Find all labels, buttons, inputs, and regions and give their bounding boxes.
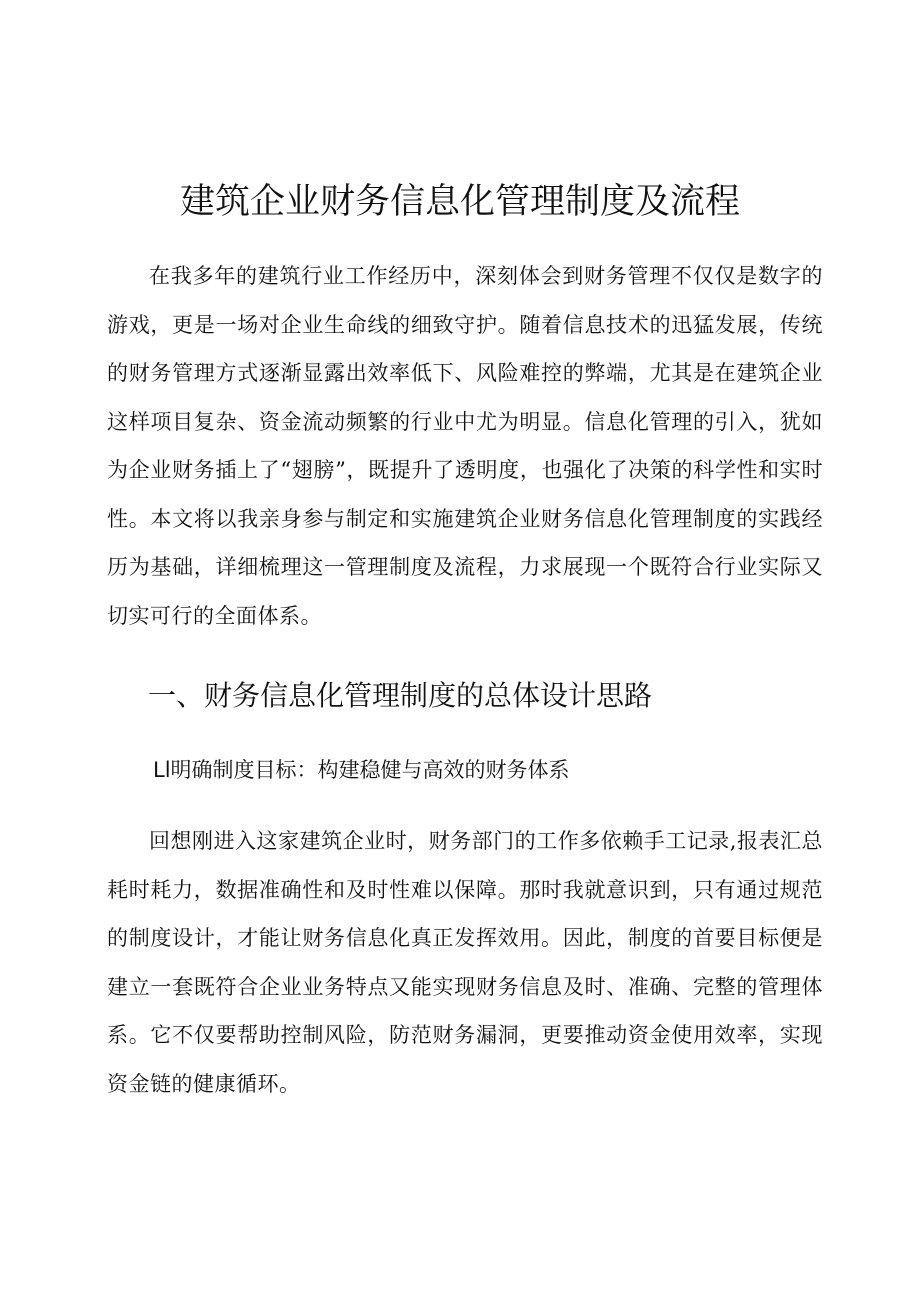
section-heading: 一、财务信息化管理制度的总体设计思路 bbox=[148, 679, 653, 712]
intro-paragraph: 在我多年的建筑行业工作经历中，深刻体会到财务管理不仅仅是数字的游戏，更是一场对企业生命线的细致守护。随着信息技术的迅猛发展，传统的财务管理方式逐渐显露出效率低下、风险难控的弊端，尤其是在建筑企业这样项目复杂、资金流动频繁的行业中尤为明显。信息化管理的引入，犹如为企业财务插上了“翅膀”，既提升了透明度，也强化了决策的科学性和实时性。本文将以我亲身参与制定和实施建筑企业财务信息化管理制度的实践经历为基础，详细梳理这一管理制度及流程，力求展现一个既符合行业实际又切实可行的全面体系。 bbox=[107, 264, 823, 628]
body-paragraph: 回想刚进入这家建筑企业时，财务部门的工作多依赖手工记录,报表汇总耗时耗力，数据准确性和及时性难以保障。那时我就意识到，只有通过规范的制度设计，才能让财务信息化真正发挥效用。因此，制度的首要目标便是建立一套既符合企业业务特点又能实现财务信息及时、准确、完整的管理体系。它不仅要帮助控制风险，防范财务漏洞，更要推动资金使用效率，实现资金链的健康循环。 bbox=[107, 829, 823, 1096]
subsection-heading: Ll明确制度目标：构建稳健与高效的财务体系 bbox=[153, 758, 570, 782]
document-title: 建筑企业财务信息化管理制度及流程 bbox=[179, 182, 740, 222]
